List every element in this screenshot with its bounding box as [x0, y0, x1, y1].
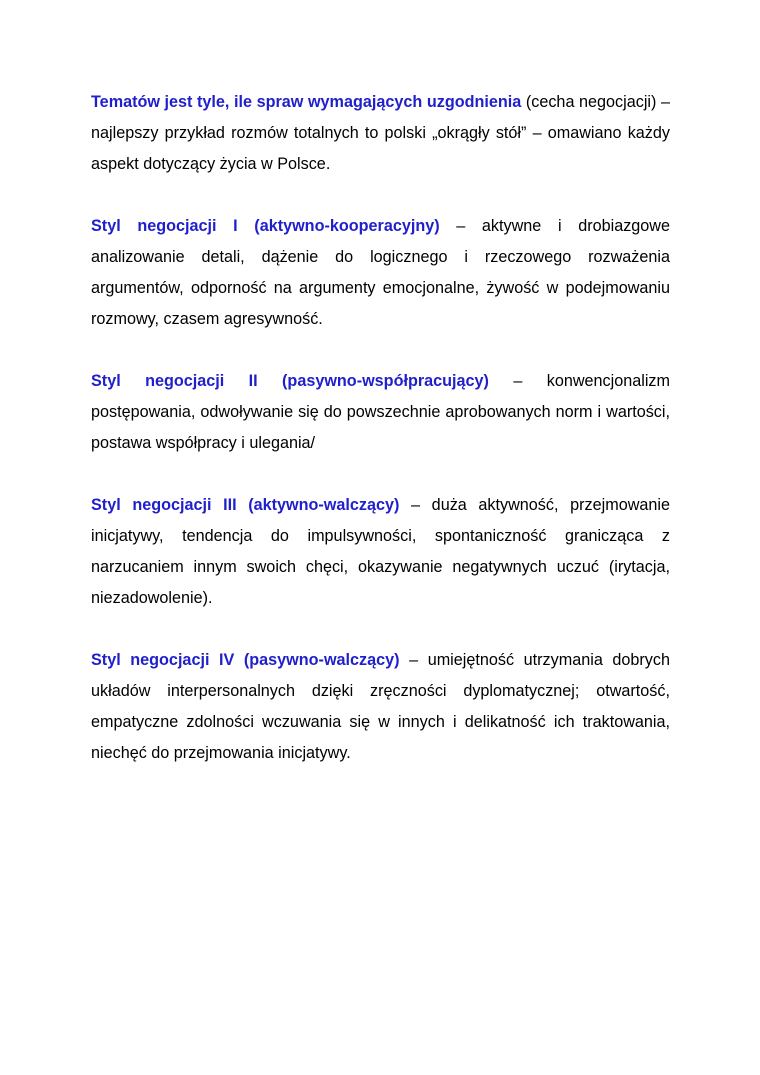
paragraph-text: – aktywne i drobiazgowe analizowanie detali, dążenie do logicznego i rzeczowego rozważenia argumentów, odporność na argumenty emocjonalne, żywość w podejmowaniu rozmowy, czasem agresywność.	[91, 217, 670, 328]
paragraph-text: (cecha negocjacji) – najlepszy przykład rozmów totalnych to polski „okrągły stół” – omawiano każdy aspekt dotyczący życia w Polsce.	[91, 93, 671, 173]
paragraph-term: Tematów jest tyle, ile spraw wymagających uzgodnienia	[91, 93, 522, 111]
paragraph-term: Styl negocjacji IV (pasywno-walczący)	[91, 651, 400, 669]
paragraph-text: – konwencjonalizm postępowania, odwoływanie się do powszechnie aprobowanych norm i wartości, postawa współpracy i ulegania/	[91, 372, 670, 452]
paragraph-topics	[91, 87, 670, 180]
paragraph-term: Styl negocjacji I (aktywno-kooperacyjny)	[91, 217, 440, 235]
paragraph-text: – umiejętność utrzymania dobrych układów interpersonalnych dzięki zręczności dyplomatycznej; otwartość, empatyczne zdolności wczuwania się w innych i delikatność ich traktowania, niechęć do przejmowania inicjatywy.	[91, 651, 670, 762]
paragraph-style-3	[91, 490, 670, 614]
paragraph-text: – duża aktywność, przejmowanie inicjatywy, tendencja do impulsywności, spontaniczność granicząca z narzucaniem innym swoich chęci, okazywanie negatywnych uczuć (irytacja, niezadowolenie).	[91, 496, 670, 607]
document-page	[91, 87, 670, 800]
paragraph-style-1	[91, 211, 670, 335]
paragraph-style-2	[91, 366, 670, 459]
paragraph-style-4	[91, 645, 670, 769]
paragraph-term: Styl negocjacji II (pasywno-współpracujący)	[91, 372, 489, 390]
paragraph-term: Styl negocjacji III (aktywno-walczący)	[91, 496, 400, 514]
